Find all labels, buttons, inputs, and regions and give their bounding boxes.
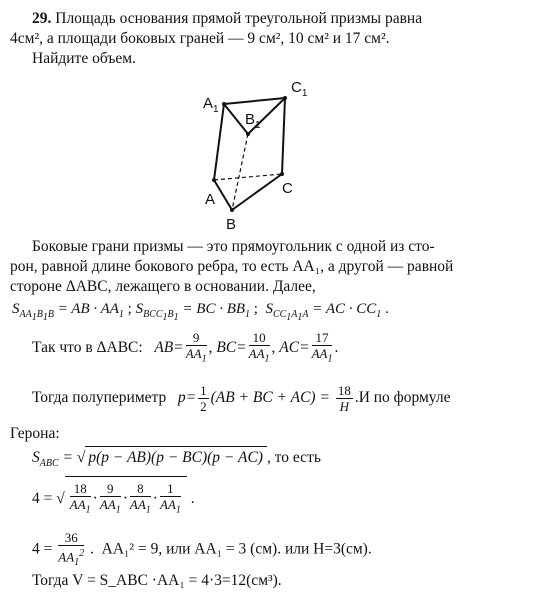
label-c1: $C_1$ [291, 79, 308, 99]
heron-formula: $S_{ABC}$ = √ p(p − AB)(p − BC)(p − AC) , то есть [32, 446, 321, 473]
solution-line-2: рон, равной длине бокового ребра, то есть AA₁, а другой — равной [10, 258, 454, 275]
problem-line-1 [32, 10, 422, 28]
solution-line-1: Боковые грани призмы — это прямоугольник с одной из сто- [32, 238, 435, 255]
problem-line-3: Найдите объем. [32, 50, 136, 67]
label-b1: $B_1$ [245, 111, 261, 131]
problem-text-1: Площадь основания прямой треугольной призмы равна [55, 10, 423, 27]
aa-result: AA₁² = 9, или AA₁ = 3 (см). или H=3(см). [101, 540, 372, 558]
semi-intro: Тогда полупериметр [32, 389, 167, 407]
lateral-areas-formula: $S_{AA_1B_1B}$ = AB · $AA_1$ ; $S_{BCC_1B_1}$ = BC · $BB_1$ ; $S_{CC_1A_1A}$ = AC · $CC_1$ . [12, 301, 389, 323]
sides-line: Так что в ΔABC: AB= $\frac{9}{AA_1}$ , BC= $\frac{10}{AA_1}$ , AC= $\frac{17}{AA_1}$ . [32, 330, 339, 365]
label-b: B [226, 216, 237, 232]
volume-line: Тогда V = S_ABC ·AA₁ = 4·3=12(см³). [32, 572, 282, 589]
sides-intro: Так что в ΔABC: [32, 338, 143, 356]
heron-tail: , то есть [266, 449, 321, 466]
heron-substituted: 4 = √ $\frac{18}{AA_1}$ · $\frac{9}{AA_1}$ · $\frac{8}{AA_1}$ · $\frac{1}{AA_1}$ . [32, 476, 195, 519]
problem-number: 29. [32, 10, 52, 27]
semi-tail: .И по формуле [354, 389, 451, 407]
solution-line-3: стороне ΔABC, лежащего в основании. Далее, [10, 278, 316, 295]
label-c: C [282, 180, 293, 197]
heron-word: Герона: [10, 425, 60, 442]
prism-figure [0, 72, 550, 232]
label-a1: $A_1$ [203, 95, 219, 115]
problem-line-2: 4см², а площади боковых граней — 9 см², 10 см² и 17 см². [10, 30, 390, 47]
label-a: A [205, 191, 216, 208]
aa-line: 4 = $\frac{36}{AA_1^2}$ . AA₁² = 9, или AA₁ = 3 (см). или H=3(см). [32, 530, 372, 568]
semiperimeter-line: Тогда полупериметр p= $\frac{1}{2}$ (AB + BC + AC) = $\frac{18}{H}$ .И по формуле [32, 383, 451, 414]
